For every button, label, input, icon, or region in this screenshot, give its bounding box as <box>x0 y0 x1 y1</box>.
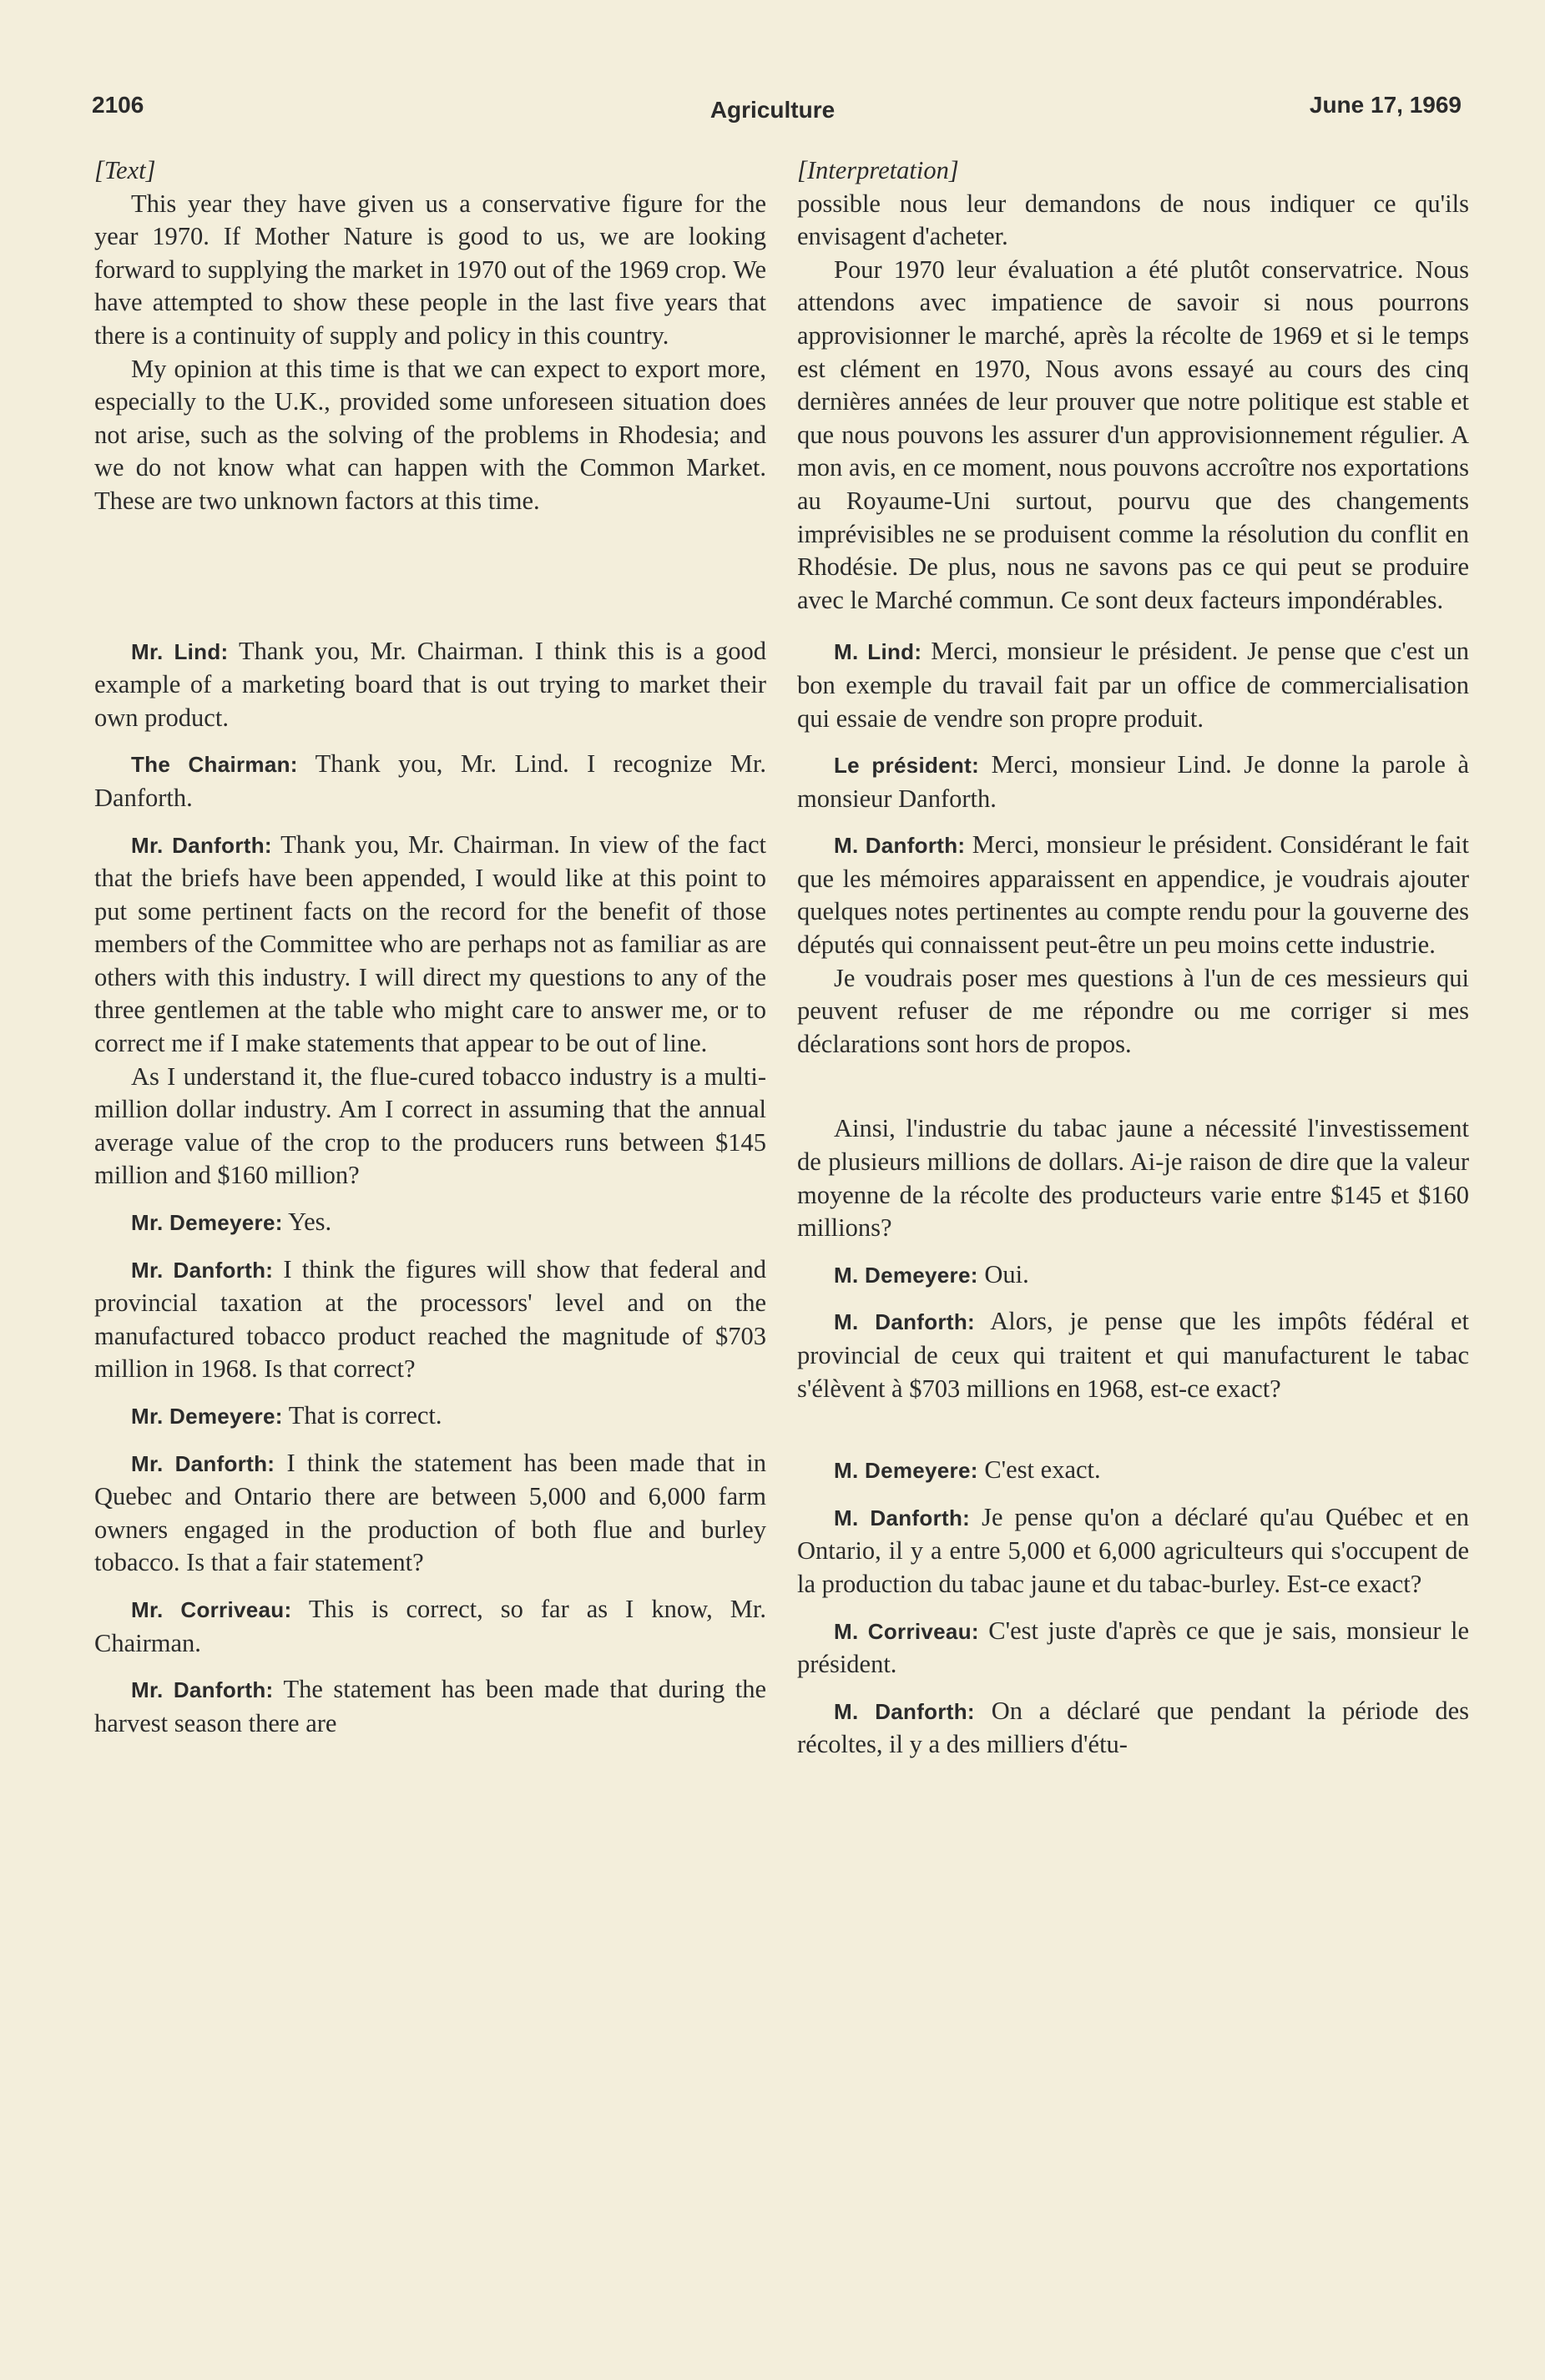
english-column <box>94 154 766 1740</box>
paragraph <box>797 1695 1469 1762</box>
paragraph-text: This year they have given us a conservative figure for the year 1970. If Mother Nature is good to us, we are looking forward to supplying the market in 1970 out of the 1969 crop. We have attempted to show these people in the last five years that there is a continuity of supply and policy in this country. <box>94 189 766 350</box>
paragraph <box>797 962 1469 1061</box>
paragraph <box>94 1253 766 1386</box>
speaker-name: M. Corriveau: <box>834 1618 979 1644</box>
speaker-name: Le président: <box>834 753 980 779</box>
paragraph-text: The statement has been made that during the harvest season there are <box>94 1675 767 1737</box>
paragraph <box>797 1305 1469 1405</box>
paragraph-text: Thank you, Mr. Lind. I recognize Mr. Danforth. <box>94 749 766 812</box>
paragraph-text: My opinion at this time is that we can expect to export more, especially to the U.K., provided some unforeseen situation does not arise, such as the solving of the problems in Rhodesia; and we do not know what can happen with the Common Market. These are two unknown factors at this time. <box>94 354 766 515</box>
paragraph <box>797 635 1469 735</box>
paragraph <box>94 188 766 353</box>
paragraph <box>797 1258 1469 1293</box>
paragraph <box>797 188 1469 254</box>
running-title: Agriculture <box>709 97 836 123</box>
french-column <box>797 154 1469 1762</box>
page-date: June 17, 1969 <box>1309 92 1462 118</box>
speaker-name: M. Danforth: <box>834 1698 975 1724</box>
paragraph <box>94 1399 766 1434</box>
paragraph-text: Je pense qu'on a déclaré qu'au Québec et en Ontario, il y a entre 5,000 et 6,000 agriculteurs qui s'occupent de la production du tabac jaune et du tabac-burley. Est-ce exact? <box>797 1502 1469 1598</box>
speaker-name: M. Lind: <box>834 639 922 665</box>
paragraph-text: Ainsi, l'industrie du tabac jaune a nécessité l'investissement de plusieurs millions de dollars. Ai-je raison de dire que la valeur moyenne de la récolte des producteurs varie entre $145 et $160 millions? <box>797 1114 1469 1243</box>
paragraph-text: This is correct, so far as I know, Mr. Chairman. <box>94 1594 767 1657</box>
paragraph <box>94 1593 766 1660</box>
speaker-name: Mr. Danforth: <box>131 1257 274 1283</box>
paragraph-text: I think the figures will show that federal and provincial taxation at the processors' level and on the manufactured tobacco product reached the magnitude of $703 million in 1968. Is that correct? <box>94 1254 766 1384</box>
paragraph-text: possible nous leur demandons de nous indiquer ce qu'ils envisagent d'acheter. <box>797 189 1469 251</box>
column-tag: [Interpretation] <box>797 156 959 184</box>
paragraph <box>94 1061 766 1193</box>
paragraph-text: On a déclaré que pendant la période des récoltes, il y a des milliers d'étu- <box>797 1696 1469 1759</box>
paragraph-text: Thank you, Mr. Chairman. In view of the fact that the briefs have been appended, I would like at this point to put some pertinent facts on the record for the benefit of those members of the Committee who are perhaps not as familiar as are others with this industry. I will direct my questions to any of the three gentlemen at the table who might care to answer me, or to correct me if I make statements that appear to be out of line. <box>94 829 766 1058</box>
paragraph-text: Thank you, Mr. Chairman. I think this is a good example of a marketing board that is out trying to market their own product. <box>94 636 766 732</box>
paragraph <box>94 1447 766 1580</box>
column-tag: [Text] <box>94 156 156 184</box>
speaker-name: The Chairman: <box>131 752 298 778</box>
speaker-name: Mr. Danforth: <box>131 1450 275 1476</box>
paragraph-text: Yes. <box>288 1208 332 1237</box>
page-number: 2106 <box>92 92 144 118</box>
paragraph <box>797 749 1469 815</box>
paragraph-text: C'est exact. <box>984 1455 1101 1485</box>
speaker-name: Mr. Danforth: <box>131 1677 274 1703</box>
speaker-name: Mr. Corriveau: <box>131 1596 292 1622</box>
speaker-name: Mr. Danforth: <box>131 832 272 858</box>
paragraph <box>94 748 766 814</box>
paragraph <box>797 1454 1469 1488</box>
paragraph-text: C'est juste d'après ce que je sais, monsieur le président. <box>797 1616 1470 1679</box>
speaker-name: M. Demeyere: <box>834 1458 978 1484</box>
speaker-name: M. Demeyere: <box>834 1262 978 1288</box>
paragraph <box>797 1615 1469 1682</box>
paragraph <box>797 1112 1469 1244</box>
paragraph <box>797 829 1469 961</box>
paragraph-text: Alors, je pense que les impôts fédéral et provincial de ceux qui traitent et qui manufacturent le tabac s'élèvent à $703 millions en 1968, est-ce exact? <box>797 1307 1469 1403</box>
paragraph-text: Merci, monsieur Lind. Je donne la parole à monsieur Danforth. <box>797 750 1470 813</box>
paragraph <box>94 1673 766 1740</box>
paragraph-text: Merci, monsieur le président. Considérant le fait que les mémoires apparaissent en appendice, je voudrais ajouter quelques notes pertinentes au compte rendu pour la gouverne des députés qui connaissent peut-être un peu moins cette industrie. <box>797 830 1469 960</box>
paragraph-text: Merci, monsieur le président. Je pense que c'est un bon exemple du travail fait par un office de commercialisation qui essaie de vendre son propre produit. <box>797 637 1469 733</box>
speaker-name: M. Danforth: <box>834 833 966 859</box>
paragraph-text: Je voudrais poser mes questions à l'un de ces messieurs qui peuvent refuser de me répondre ou me corriger si mes déclarations sont hors de propos. <box>797 963 1469 1058</box>
paragraph-text: Pour 1970 leur évaluation a été plutôt conservatrice. Nous attendons avec impatience de savoir si nous pourrons approvisionner le marché, après la récolte de 1969 et si le temps est clément en 1970, Nous avons essayé au cours des cinq dernières années de leur prouver que notre politique est stable et que nous pouvons les assurer d'un approvisionnement régulier. A mon avis, en ce moment, nous pouvons accroître nos exportations au Royaume-Uni surtout, pourvu que des changements imprévisibles ne se produisent comme la résolution du conflit en Rhodésie. De plus, nous ne savons pas ce qui peut se produire avec le Marché commun. Ce sont deux facteurs impondérables. <box>797 255 1469 614</box>
paragraph-text: That is correct. <box>288 1401 442 1430</box>
speaker-name: Mr. Demeyere: <box>131 1210 283 1236</box>
speaker-name: M. Danforth: <box>834 1505 971 1530</box>
paragraph <box>797 254 1469 618</box>
paragraph <box>94 353 766 518</box>
paragraph-text: Oui. <box>984 1259 1029 1288</box>
paragraph <box>797 1501 1469 1601</box>
paragraph-text: As I understand it, the flue-cured tobacco industry is a multi-million dollar industry. Am I correct in assuming that the annual average value of the crop to the producers runs between $145 million and $160 million? <box>94 1061 766 1190</box>
paragraph <box>94 829 766 1061</box>
paragraph <box>94 1206 766 1240</box>
paragraph <box>94 635 766 735</box>
paragraph-text: I think the statement has been made that in Quebec and Ontario there are between 5,000 and 6,000 farm owners engaged in the production of both flue and burley tobacco. Is that a fair statement? <box>94 1448 767 1577</box>
speaker-name: M. Danforth: <box>834 1309 975 1335</box>
speaker-name: Mr. Demeyere: <box>131 1404 283 1429</box>
speaker-name: Mr. Lind: <box>131 638 229 664</box>
